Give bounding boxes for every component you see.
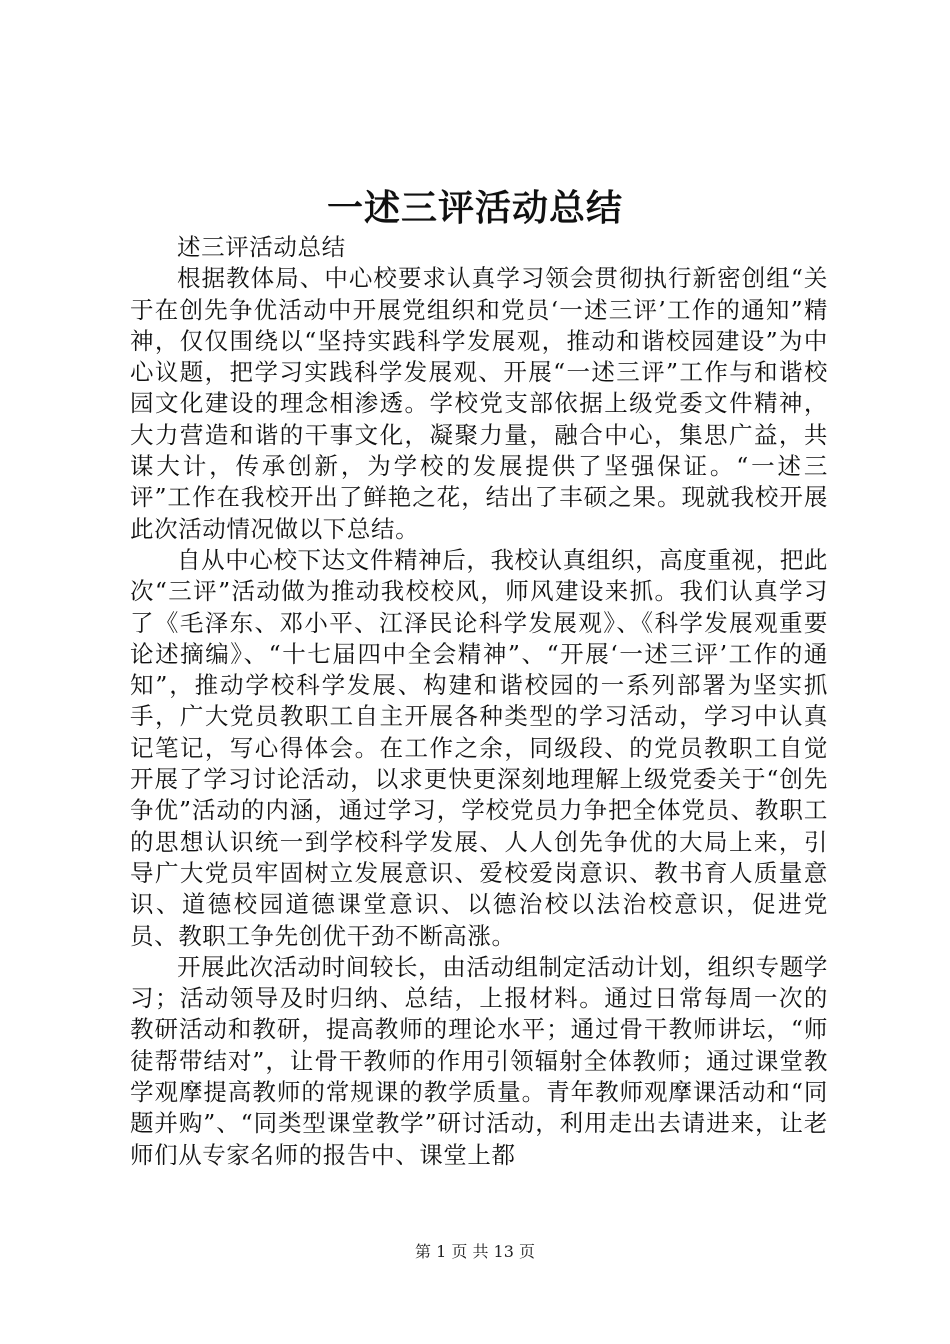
- page-footer: 第 1 页 共 13 页: [415, 1242, 535, 1261]
- document-title: 一述三评活动总结: [326, 187, 623, 229]
- document-body: [130, 232, 828, 1171]
- paragraph: 根据教体局、中心校要求认真学习领会贯彻执行新密创组“关于在创先争优活动中开展党组织和党员‘一述三评’工作的通知”精神，仅仅围绕以“坚持实践科学发展观，推动和谐校园建设”为中心议题，把学习实践科学发展观、开展“一述三评”工作与和谐校园文化建设的理念相渗透。学校党支部依据上级党委文件精神，大力营造和谐的干事文化，凝聚力量，融合中心，集思广益，共谋大计，传承创新，为学校的发展提供了坚强保证。“一述三评”工作在我校开出了鲜艳之花，结出了丰硕之果。现就我校开展此次活动情况做以下总结。: [130, 264, 828, 543]
- paragraph: 自从中心校下达文件精神后，我校认真组织，高度重视，把此次“三评”活动做为推动我校校风，师风建设来抓。我们认真学习了《毛泽东、邓小平、江泽民论科学发展观》、《科学发展观重要论述摘编》、“十七届四中全会精神”、“开展‘一述三评’工作的通知”，推动学校科学发展、构建和谐校园的一系列部署为坚实抓手，广大党员教职工自主开展各种类型的学习活动，学习中认真记笔记，写心得体会。在工作之余，同级段、的党员教职工自觉开展了学习讨论活动，以求更快更深刻地理解上级党委关于“创先争优”活动的内涵，通过学习，学校党员力争把全体党员、教职工的思想认识统一到学校科学发展、人人创先争优的大局上来，引导广大党员牢固树立发展意识、爱校爱岗意识、教书育人质量意识、道德校园道德课堂意识、以德治校以法治校意识，促进党员、教职工争先创优干劲不断高涨。: [130, 545, 828, 950]
- paragraph: 开展此次活动时间较长，由活动组制定活动计划，组织专题学习；活动领导及时归纳、总结，上报材料。通过日常每周一次的教研活动和教研，提高教师的理论水平；通过骨干教师讲坛，“师徒帮带结对”，让骨干教师的作用引领辐射全体教师；通过课堂教学观摩提高教师的常规课的教学质量。青年教师观摩课活动和“同题并购”、“同类型课堂教学”研讨活动，利用走出去请进来，让老师们从专家名师的报告中、课堂上都: [130, 952, 828, 1169]
- document-subtitle: 述三评活动总结: [177, 233, 346, 261]
